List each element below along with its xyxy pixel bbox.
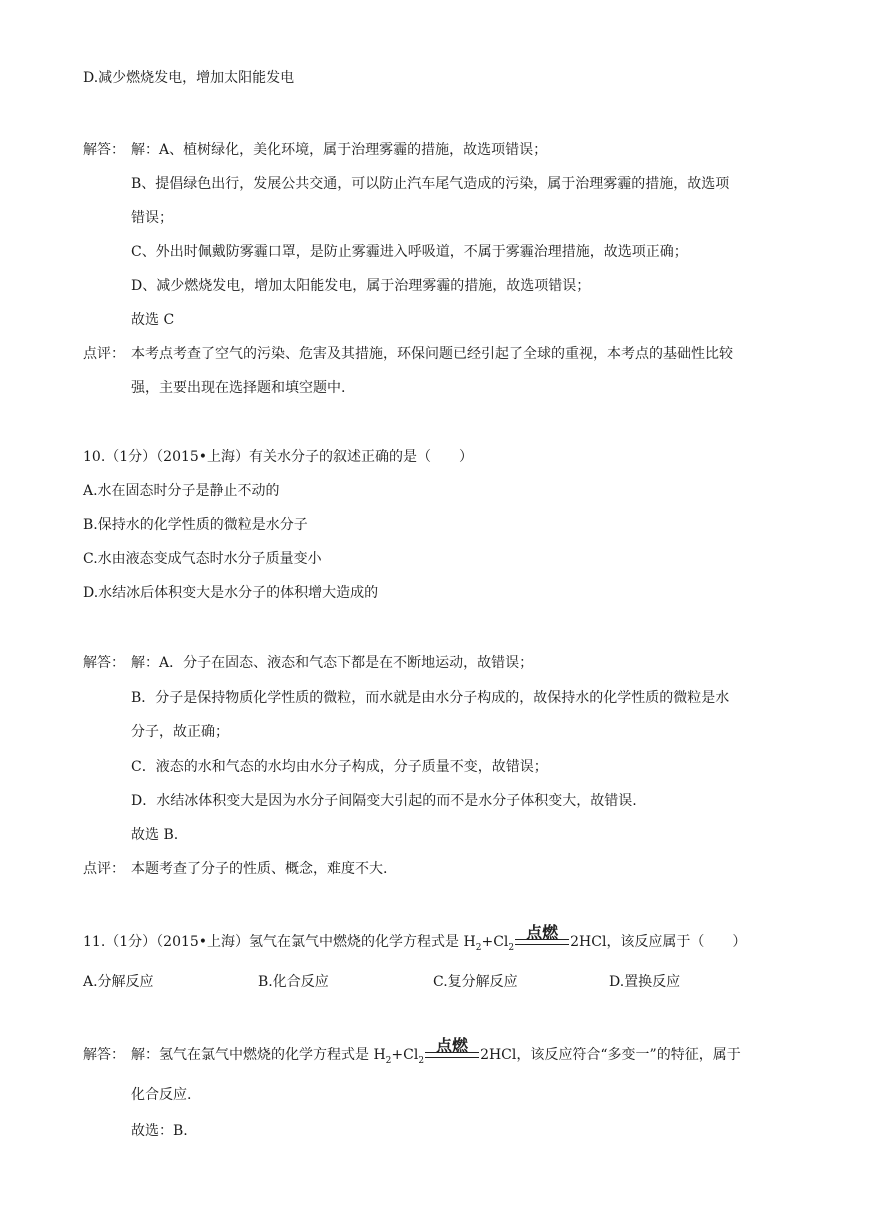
q11-answer-label: 解答：: [83, 1047, 125, 1063]
q9-answer-line: 错误；: [131, 210, 173, 226]
equation-hydrogen: H: [463, 934, 476, 950]
q11-answer-suffix: ，该反应符合“多变一”的特征，属于: [516, 1047, 741, 1063]
q9-comment-line: 强，主要出现在选择题和填空题中.: [131, 380, 346, 396]
q10-option-b: B.保持水的化学性质的微粒是水分子: [83, 517, 308, 533]
q11-option-c: C.复分解反应: [433, 974, 518, 990]
reaction-condition: [425, 1036, 479, 1065]
reaction-condition: [515, 923, 569, 952]
q9-answer-line: C、外出时佩戴防雾霾口罩，是防止雾霾进入呼吸道，不属于雾霾治理措施，故选项正确；: [131, 244, 688, 260]
q9-answer-line: 解：A、植树绿化，美化环境，属于治理雾霾的措施，故选项错误；: [131, 142, 548, 158]
equation-product: 2HCl: [570, 934, 607, 950]
reaction-condition-text: 点燃: [436, 1036, 469, 1055]
subscript: 2: [475, 942, 482, 953]
equation-chlorine: +Cl: [481, 934, 509, 950]
equation-hydrogen: H: [373, 1047, 386, 1063]
q11-answer-prefix: 解：氢气在氯气中燃烧的化学方程式是: [131, 1047, 374, 1063]
q10-answer-label: 解答：: [83, 655, 125, 671]
subscript: 2: [385, 1055, 392, 1066]
q10-option-c: C.水由液态变成气态时水分子质量变小: [83, 551, 322, 567]
q10-stem: 10.（1分）（2015•上海）有关水分子的叙述正确的是（ ）: [83, 449, 474, 465]
q9-answer-line: 故选 C: [131, 312, 175, 328]
q9-answer-line: B、提倡绿色出行，发展公共交通，可以防止汽车尾气造成的污染，属于治理雾霾的措施，故选项: [131, 176, 730, 192]
q11-answer-line: [131, 1036, 741, 1071]
q11-stem: [83, 923, 747, 958]
q11-answer-line: 化合反应.: [131, 1087, 192, 1103]
subscript: 2: [508, 942, 515, 953]
q10-comment-line: 本题考查了分子的性质、概念，难度不大.: [131, 861, 388, 877]
q9-answer-line: D、减少燃烧发电，增加太阳能发电，属于治理雾霾的措施，故选项错误；: [131, 278, 591, 294]
q10-answer-line: B．分子是保持物质化学性质的微粒，而水就是由水分子构成的，故保持水的化学性质的微粒是水: [131, 690, 730, 706]
q9-comment-line: 本考点考查了空气的污染、危害及其措施，环保问题已经引起了全球的重视，本考点的基础性比较: [131, 346, 733, 362]
q11-option-a: A.分解反应: [83, 974, 154, 990]
q11-stem-prefix: 11.（1分）（2015•上海）氢气在氯气中燃烧的化学方程式是: [83, 934, 464, 950]
q10-answer-line: 解：A．分子在固态、液态和气态下都是在不断地运动，故错误；: [131, 655, 534, 671]
q9-option-d: D.减少燃烧发电，增加太阳能发电: [83, 70, 295, 86]
q11-option-d: D.置换反应: [609, 974, 681, 990]
q11-option-b: B.化合反应: [258, 974, 329, 990]
q10-option-d: D.水结冰后体积变大是水分子的体积增大造成的: [83, 585, 379, 601]
q11-stem-suffix: ，该反应属于（ ）: [606, 934, 747, 950]
q10-answer-line: D．水结冰体积变大是因为水分子间隔变大引起的而不是水分子体积变大，故错误.: [131, 793, 637, 809]
q10-comment-label: 点评：: [83, 861, 125, 877]
q9-answer-label: 解答：: [83, 142, 125, 158]
q10-answer-line: 故选 B.: [131, 827, 179, 843]
q9-comment-label: 点评：: [83, 346, 125, 362]
reaction-condition-text: 点燃: [526, 923, 559, 942]
equation-product: 2HCl: [480, 1047, 517, 1063]
subscript: 2: [418, 1055, 425, 1066]
q11-answer-line: 故选：B.: [131, 1123, 188, 1139]
q10-option-a: A.水在固态时分子是静止不动的: [83, 483, 280, 499]
q10-answer-line: 分子，故正确；: [131, 724, 229, 740]
q10-answer-line: C．液态的水和气态的水均由水分子构成，分子质量不变，故错误；: [131, 759, 548, 775]
equation-chlorine: +Cl: [391, 1047, 419, 1063]
